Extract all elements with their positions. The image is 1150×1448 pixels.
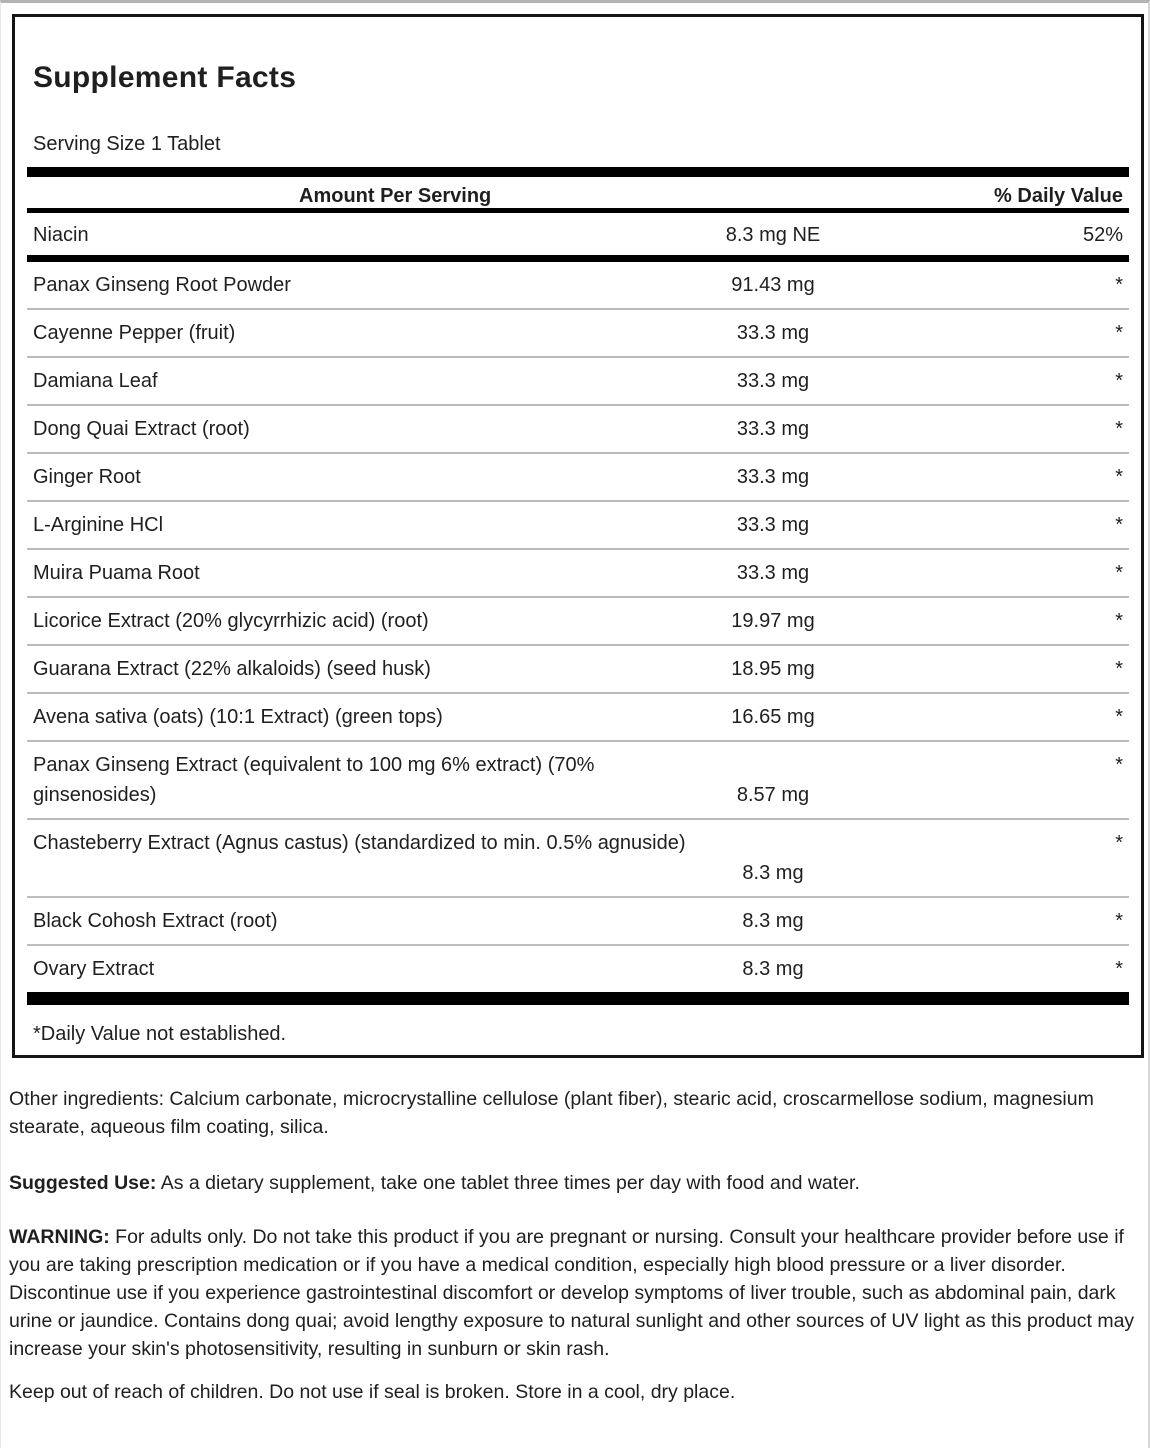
ingredient-name: Chasteberry Extract (Agnus castus) (standardized to min. 0.5% agnuside) [33,832,686,854]
ingredient-name: Muira Puama Root [33,562,200,584]
ingredient-row [27,548,1129,596]
warning-body: For adults only. Do not take this product if you are pregnant or nursing. Consult your healthcare provider before use if you are taking prescription medication or if you have a medical condition, especially high blood pressure or a liver disorder. Discontinue use if you experience gastrointestinal discomfort or develop symptoms of liver trouble, such as abdominal pain, dark urine or jaundice. Contains dong quai; avoid lengthy exposure to natural sunlight and other sources of UV light as this product may increase your skin's photosensitivity, resulting in sunburn or skin rash. [9,1226,1135,1360]
ingredient-amount: 8.3 mg NE [725,224,821,246]
divider-thick-bottom [27,992,1129,1005]
ingredient-daily-value-spacer [923,783,1129,807]
ingredient-row [27,596,1129,644]
ingredient-daily-value: * [1115,658,1123,680]
ingredient-name: Cayenne Pepper (fruit) [33,322,236,344]
warning-text [9,1223,1135,1363]
ingredient-name-continued: ginsenosides) [33,784,157,806]
ingredient-daily-value-spacer [923,861,1129,885]
ingredient-amount: 16.65 mg [731,706,815,728]
ingredient-row [27,944,1129,992]
ingredient-amount: 8.3 mg [742,862,804,884]
ingredient-rows [27,262,1129,992]
ingredient-name: Avena sativa (oats) (10:1 Extract) (green tops) [33,706,443,728]
column-header-amount-per-serving: Amount Per Serving [299,185,492,207]
ingredient-name: Niacin [33,224,89,246]
ingredient-amount: 8.3 mg [742,958,804,980]
suggested-use-text [9,1169,1135,1197]
ingredient-row [27,308,1129,356]
ingredient-daily-value: * [1115,910,1123,932]
ingredient-row [27,896,1129,944]
ingredient-name: Ovary Extract [33,958,155,980]
ingredient-amount: 8.3 mg [742,910,804,932]
table-header-row [27,177,1129,208]
ingredient-amount: 33.3 mg [736,514,810,536]
supplement-facts-panel [12,14,1144,1058]
ingredient-row [27,740,1129,818]
ingredient-daily-value: * [1115,370,1123,392]
ingredient-daily-value: * [1115,706,1123,728]
ingredient-daily-value: * [1115,958,1123,980]
ingredient-name: Panax Ginseng Extract (equivalent to 100 mg 6% extract) (70% [33,754,595,776]
ingredient-amount: 8.57 mg [736,784,810,806]
ingredient-amount: 33.3 mg [736,322,810,344]
ingredient-daily-value: * [1115,274,1123,296]
divider-under-niacin [27,255,1129,262]
column-header-percent-daily-value: % Daily Value [994,185,1123,207]
ingredient-row [27,262,1129,308]
ingredient-name: Dong Quai Extract (root) [33,418,250,440]
ingredient-amount: 33.3 mg [736,466,810,488]
ingredient-row [27,644,1129,692]
ingredient-daily-value: * [1115,322,1123,344]
ingredient-amount: 33.3 mg [736,370,810,392]
nutrient-rows [27,213,1129,255]
ingredient-name: Licorice Extract (20% glycyrrhizic acid) (root) [33,610,429,632]
serving-size: Serving Size 1 Tablet [33,133,221,155]
ingredient-row [27,500,1129,548]
panel-title: Supplement Facts [33,61,297,94]
ingredient-amount: 19.97 mg [731,610,815,632]
ingredient-daily-value: * [1115,514,1123,536]
ingredient-name: Guarana Extract (22% alkaloids) (seed husk) [33,658,431,680]
ingredient-daily-value: * [1115,832,1123,854]
other-ingredients-text: Other ingredients: Calcium carbonate, microcrystalline cellulose (plant fiber), stearic acid, croscarmellose sodium, magnesium stearate, aqueous film coating, silica. [9,1088,1094,1138]
ingredient-amount: 18.95 mg [731,658,815,680]
ingredient-name: Black Cohosh Extract (root) [33,910,278,932]
ingredient-row [27,818,1129,896]
suggested-use-body: As a dietary supplement, take one tablet three times per day with food and water. [156,1172,860,1194]
ingredient-row [27,404,1129,452]
nutrient-row [27,213,1129,255]
ingredient-daily-value: * [1115,562,1123,584]
ingredient-daily-value: * [1115,466,1123,488]
ingredient-name: Ginger Root [33,466,141,488]
suggested-use-label: Suggested Use: [9,1172,157,1194]
ingredient-amount: 33.3 mg [736,418,810,440]
divider-thick-top [27,167,1129,177]
ingredient-daily-value: 52% [1082,224,1123,246]
ingredient-name: L-Arginine HCl [33,514,164,536]
ingredient-name: Damiana Leaf [33,370,158,392]
ingredient-amount: 91.43 mg [731,274,815,296]
ingredient-row [27,452,1129,500]
warning-label: WARNING: [9,1226,110,1248]
ingredient-name-continued [27,861,623,885]
daily-value-footnote: *Daily Value not established. [33,1023,287,1045]
ingredient-daily-value: * [1115,754,1123,776]
ingredient-amount: 33.3 mg [736,562,810,584]
ingredient-daily-value: * [1115,610,1123,632]
ingredient-row [27,356,1129,404]
storage-text: Keep out of reach of children. Do not use if seal is broken. Store in a cool, dry place. [9,1381,736,1403]
ingredient-row [27,692,1129,740]
ingredient-daily-value: * [1115,418,1123,440]
ingredient-name: Panax Ginseng Root Powder [33,274,291,296]
